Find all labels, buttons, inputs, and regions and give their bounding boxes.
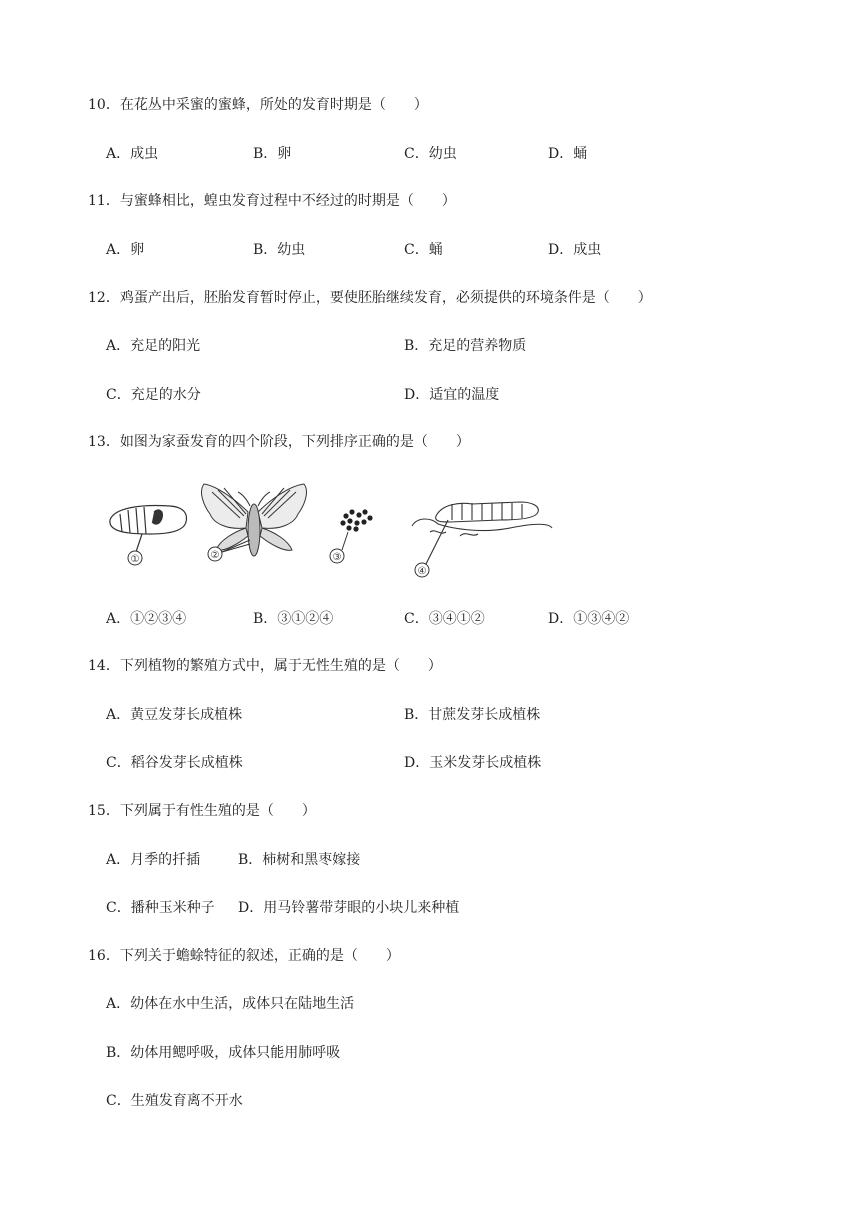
q10-option-c: C．幼虫	[404, 146, 457, 162]
q16-option-c: C．生殖发育离不开水	[106, 1093, 243, 1109]
q16-option-a: A．幼体在水中生活，成体只在陆地生活	[106, 996, 355, 1012]
question-10-stem: 10．在花丛中采蜜的蜜蜂，所处的发育时期是（ ）	[88, 97, 428, 113]
larva-drawing	[412, 502, 552, 564]
q11-option-d: D．成虫	[548, 242, 602, 258]
question-15-stem: 15．下列属于有性生殖的是（ ）	[88, 803, 316, 819]
q12-option-c: C．充足的水分	[106, 387, 201, 403]
question-11-stem: 11．与蜜蜂相比，蝗虫发育过程中不经过的时期是（ ）	[88, 193, 456, 209]
q12-option-a: A．充足的阳光	[106, 338, 201, 354]
pupa-drawing	[110, 506, 187, 552]
q12-option-b: B．充足的营养物质	[404, 338, 527, 354]
eggs-drawing	[340, 509, 372, 531]
question-14-stem: 14．下列植物的繁殖方式中，属于无性生殖的是（ ）	[88, 658, 442, 674]
q14-option-b: B．甘蔗发芽长成植株	[404, 707, 541, 723]
moth-drawing	[202, 484, 307, 556]
q10-option-a: A．成虫	[106, 146, 159, 162]
q13-option-b: B．③①②④	[253, 611, 334, 627]
q13-option-c: C．③④①②	[404, 611, 485, 627]
q15-option-d: D．用马铃薯带芽眼的小块儿来种植	[238, 900, 460, 916]
silkworm-stages-figure	[100, 478, 570, 580]
figure-label-2: ②	[210, 550, 220, 561]
q10-option-d: D．蛹	[548, 146, 588, 162]
q14-option-a: A．黄豆发芽长成植株	[106, 707, 243, 723]
q10-option-b: B．卵	[253, 146, 292, 162]
q14-option-c: C．稻谷发芽长成植株	[106, 755, 243, 771]
figure-label-1: ①	[130, 554, 140, 565]
q14-option-d: D．玉米发芽长成植株	[404, 755, 542, 771]
q11-option-c: C．蛹	[404, 242, 443, 258]
q15-option-c: C．播种玉米种子	[106, 900, 215, 916]
q15-option-a: A．月季的扦插	[106, 852, 201, 868]
figure-label-4: ④	[417, 566, 427, 577]
q13-option-d: D．①③④②	[548, 611, 630, 627]
q11-option-b: B．幼虫	[253, 242, 306, 258]
question-12-stem: 12．鸡蛋产出后，胚胎发育暂时停止，要使胚胎继续发育，必须提供的环境条件是（ ）	[88, 290, 652, 306]
q16-option-b: B．幼体用鳃呼吸，成体只能用肺呼吸	[106, 1045, 341, 1061]
figure-label-3: ③	[332, 552, 342, 563]
question-13-stem: 13．如图为家蚕发育的四个阶段，下列排序正确的是（ ）	[88, 434, 470, 450]
q11-option-a: A．卵	[106, 242, 145, 258]
q13-option-a: A．①②③④	[106, 611, 187, 627]
question-16-stem: 16．下列关于蟾蜍特征的叙述，正确的是（ ）	[88, 948, 400, 964]
q12-option-d: D．适宜的温度	[404, 387, 500, 403]
q15-option-b: B．柿树和黑枣嫁接	[238, 852, 361, 868]
